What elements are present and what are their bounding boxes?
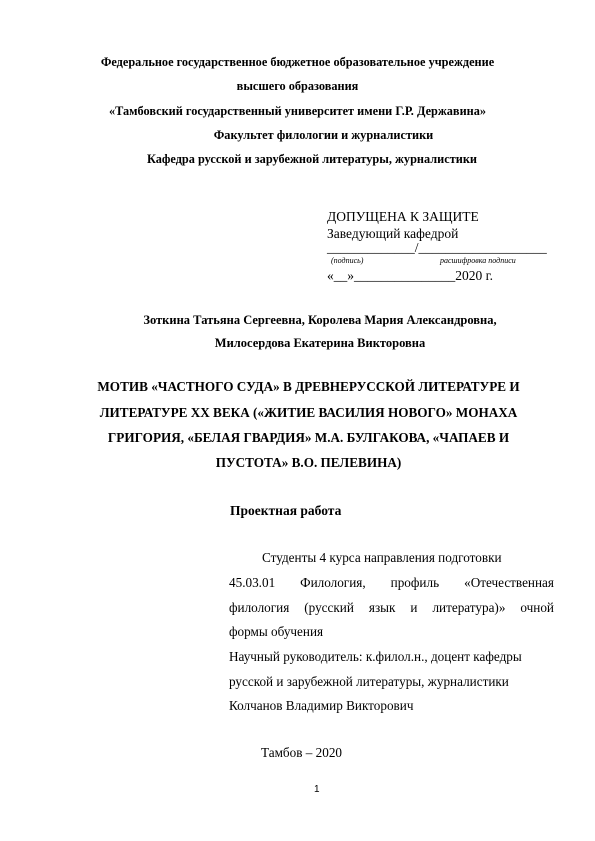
institution-line-1: Федеральное государственное бюджетное образовательное учреждение	[100, 55, 495, 69]
approval-date-line: «__»_______________2020 г.	[327, 268, 494, 283]
students-line-3-word: и	[410, 600, 418, 615]
students-line-3-word: филология	[229, 600, 290, 615]
students-line-2	[229, 575, 554, 591]
students-line-2-word: 45.03.01	[229, 575, 276, 590]
work-title-line-4: ПУСТОТА» В.О. ПЕЛЕВИНА)	[215, 455, 402, 470]
faculty-name: Факультет филологии и журналистики	[213, 128, 434, 142]
university-name: «Тамбовский государственный университет имени Г.Р. Державина»	[108, 104, 487, 118]
page-number: 1	[314, 784, 320, 795]
students-line-2-word: «Отечественная	[464, 575, 554, 590]
decode-signature-caption: расшифровка подписи	[440, 256, 516, 265]
institution-line-2: высшего образования	[236, 79, 359, 93]
supervisor-line-1: Научный руководитель: к.филол.н., доцент кафедры	[229, 649, 522, 664]
signature-caption: (подпись)	[331, 256, 364, 265]
students-line-3	[229, 600, 554, 616]
students-line-3-word: язык	[368, 600, 396, 615]
place-year: Тамбов – 2020	[261, 745, 343, 760]
approval-title: ДОПУЩЕНА К ЗАЩИТЕ	[327, 209, 479, 224]
authors-line-2: Милосердова Екатерина Викторовна	[214, 336, 426, 350]
work-title-line-1: МОТИВ «ЧАСТНОГО СУДА» В ДРЕВНЕРУССКОЙ ЛИТЕРАТУРЕ И	[97, 379, 520, 394]
students-line-2-word: профиль	[390, 575, 440, 590]
authors-line-1: Зоткина Татьяна Сергеевна, Королева Мария Александровна,	[143, 313, 497, 327]
department-name: Кафедра русской и зарубежной литературы, журналистики	[147, 152, 477, 166]
students-line-1: Студенты 4 курса направления подготовки	[262, 550, 502, 565]
students-line-3-word: литература)»	[432, 600, 506, 615]
students-line-3-word: очной	[520, 600, 554, 615]
work-type: Проектная работа	[230, 503, 342, 518]
students-line-3-word: (русский	[304, 600, 354, 615]
work-title-line-3: ГРИГОРИЯ, «БЕЛАЯ ГВАРДИЯ» М.А. БУЛГАКОВА, «ЧАПАЕВ И	[107, 430, 510, 445]
students-line-4: формы обучения	[229, 624, 324, 639]
work-title-line-2: ЛИТЕРАТУРЕ ХХ ВЕКА («ЖИТИЕ ВАСИЛИЯ НОВОГО» МОНАХА	[99, 405, 518, 420]
students-line-2-word: Филология,	[300, 575, 366, 590]
supervisor-name: Колчанов Владимир Викторович	[229, 698, 414, 713]
supervisor-line-2: русской и зарубежной литературы, журналистики	[229, 674, 509, 689]
approval-role: Заведующий кафедрой	[327, 226, 459, 241]
signature-line: _____________/___________________	[327, 240, 547, 255]
